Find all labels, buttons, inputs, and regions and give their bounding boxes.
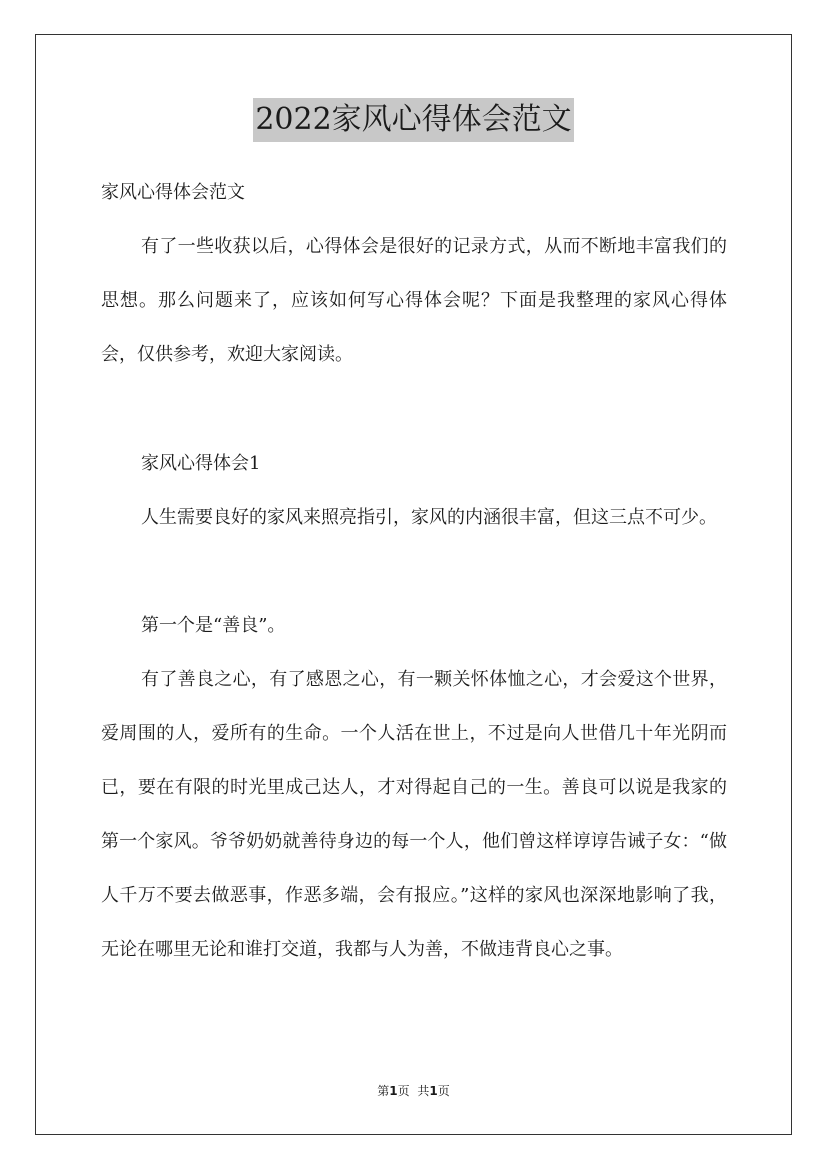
intro-paragraph: 有了一些收获以后，心得体会是很好的记录方式，从而不断地丰富我们的思想。那么问题来了，应该如何写心得体会呢？下面是我整理的家风心得体会，仅供参考，欢迎大家阅读。	[101, 236, 727, 365]
document-title: 2022家风心得体会范文	[253, 98, 573, 142]
footer-page-prefix: 第	[377, 1084, 390, 1098]
footer-total-pages: 1	[429, 1084, 438, 1098]
paragraph-2: 第一个是“善良”。	[141, 615, 286, 636]
footer-total-suffix: 页	[437, 1084, 450, 1098]
page-footer	[0, 1082, 827, 1100]
paragraph-3: 有了善良之心，有了感恩之心，有一颗关怀体恤之心，才会爱这个世界，爱周围的人，爱所有的生命。一个人活在世上，不过是向人世借几十年光阴而已，要在有限的时光里成己达人，才对得起自己的一生。善良可以说是我家的第一个家风。爷爷奶奶就善待身边的每一个人，他们曾这样谆谆告诫子女：“做人千万不要去做恶事，作恶多端，会有报应。”这样的家风也深深地影响了我，无论在哪里无论和谁打交道，我都与人为善，不做违背良心之事。	[101, 669, 727, 960]
section-heading: 家风心得体会1	[141, 453, 261, 474]
document-subtitle: 家风心得体会范文	[101, 182, 245, 203]
footer-total-prefix: 共	[417, 1084, 430, 1098]
paragraph-1: 人生需要良好的家风来照亮指引，家风的内涵很丰富，但这三点不可少。	[141, 507, 717, 528]
footer-page-number: 1	[389, 1084, 398, 1098]
title-container	[0, 98, 827, 142]
footer-page-suffix: 页	[397, 1084, 410, 1098]
